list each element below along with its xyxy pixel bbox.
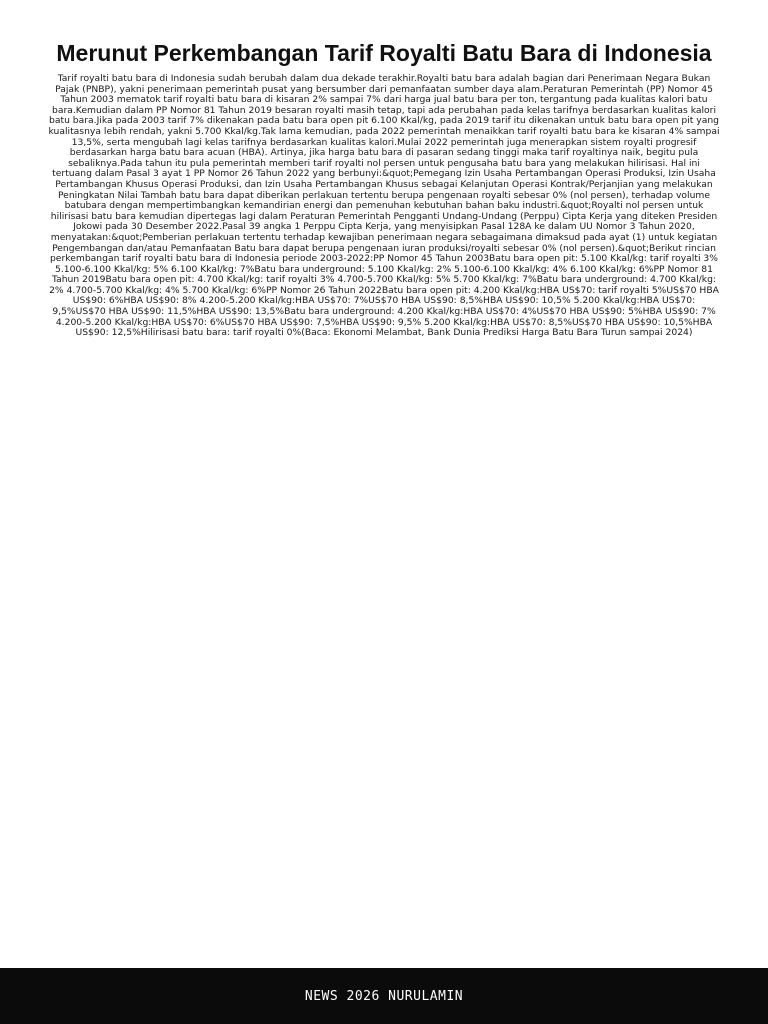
footer-bar [0,968,768,1024]
article-title: Merunut Perkembangan Tarif Royalti Batu Bara di Indonesia [56,40,712,66]
article-body: Tarif royalti batu bara di Indonesia sudah berubah dalam dua dekade terakhir.Royalti batu bara adalah bagian dari Penerimaan Negara Bukan Pajak (PNBP), yakni penerimaan pemerintah pusat yang bersumber dari pemanfaatan sumber daya alam.Peraturan Pemerintah (PP) Nomor 45 Tahun 2003 mematok tarif royalti batu bara di kisaran 2% sampai 7% dari harga jual batu bara per ton, tergantung pada kualitas kalori batu bara.Kemudian dalam PP Nomor 81 Tahun 2019 besaran royalti masih tetap, tapi ada perubahan pada kelas tarifnya berdasarkan kualitas kalori batu bara.Jika pada 2003 tarif 7% dikenakan pada batu bara open pit 6.100 Kkal/kg, pada 2019 tarif itu dikenakan untuk batu bara open pit yang kualitasnya lebih rendah, yakni 5.700 Kkal/kg.Tak lama kemudian, pada 2022 pemerintah menaikkan tarif royalti batu bara ke kisaran 4% sampai 13,5%, serta mengubah lagi kelas tarifnya berdasarkan kualitas kalori.Mulai 2022 pemerintah juga menerapkan sistem royalti progresif berdasarkan harga batu bara acuan (HBA). Artinya, jika harga batu bara di pasaran sedang tinggi maka tarif royaltinya naik, begitu pula sebaliknya.Pada tahun itu pula pemerintah memberi tarif royalti nol persen untuk pengusaha batu bara yang melakukan hilirisasi. Hal ini tertuang dalam Pasal 3 ayat 1 PP Nomor 26 Tahun 2022 yang berbunyi:&quot;Pemegang Izin Usaha Pertambangan Operasi Produksi, Izin Usaha Pertambangan Khusus Operasi Produksi, dan Izin Usaha Pertambangan Khusus sebagai Kelanjutan Operasi Kontrak/Perjanjian yang melakukan Peningkatan Nilai Tambah batu bara dapat diberikan perlakuan tertentu berupa pengenaan royalti sebesar 0% (nol persen), terhadap volume batubara dengan mempertimbangkan kemandirian energi dan pemenuhan kebutuhan bahan baku industri.&quot;Royalti nol persen untuk hilirisasi batu bara kemudian dipertegas lagi dalam Peraturan Pemerintah Pengganti Undang-Undang (Perppu) Cipta Kerja yang diteken Presiden Jokowi pada 30 Desember 2022.Pasal 39 angka 1 Perppu Cipta Kerja, yang menyisipkan Pasal 128A ke dalam UU Nomor 3 Tahun 2020, menyatakan:&quot;Pemberian perlakuan tertentu terhadap kewajiban penerimaan negara sebagaimana dimaksud pada ayat (1) untuk kegiatan Pengembangan dan/atau Pemanfaatan Batu bara dapat berupa pengenaan iuran produksi/royalti sebesar 0% (nol persen).&quot;Berikut rincian perkembangan tarif royalti batu bara di Indonesia periode 2003-2022:PP Nomor 45 Tahun 2003Batu bara open pit: 5.100 Kkal/kg: tarif royalti 3% 5.100-6.100 Kkal/kg: 5% 6.100 Kkal/kg: 7%Batu bara underground: 5.100 Kkal/kg: 2% 5.100-6.100 Kkal/kg: 4% 6.100 Kkal/kg: 6%PP Nomor 81 Tahun 2019Batu bara open pit: 4.700 Kkal/kg: tarif royalti 3% 4.700-5.700 Kkal/kg: 5% 5.700 Kkal/kg: 7%Batu bara underground: 4.700 Kkal/kg: 2% 4.700-5.700 Kkal/kg: 4% 5.700 Kkal/kg: 6%PP Nomor 26 Tahun 2022Batu bara open pit: 4.200 Kkal/kg:HBA US$70: tarif royalti 5%US$70 HBA US$90: 6%HBA US$90: 8% 4.200-5.200 Kkal/kg:HBA US$70: 7%US$70 HBA US$90: 8,5%HBA US$90: 10,5% 5.200 Kkal/kg:HBA US$70: 9,5%US$70 HBA US$90: 11,5%HBA US$90: 13,5%Batu bara underground: 4.200 Kkal/kg:HBA US$70: 4%US$70 HBA US$90: 5%HBA US$90: 7% 4.200-5.200 Kkal/kg:HBA US$70: 6%US$70 HBA US$90: 7,5%HBA US$90: 9,5% 5.200 Kkal/kg:HBA US$70: 8,5%US$70 HBA US$90: 10,5%HBA US$90: 12,5%Hilirisasi batu bara: tarif royalti 0%(Baca: Ekonomi Melambat, Bank Dunia Prediksi Harga Batu Bara Turun sampai 2024) [48,73,720,339]
footer-credit: NEWS 2026 NURULAMIN [304,988,464,1004]
article [48,40,720,339]
